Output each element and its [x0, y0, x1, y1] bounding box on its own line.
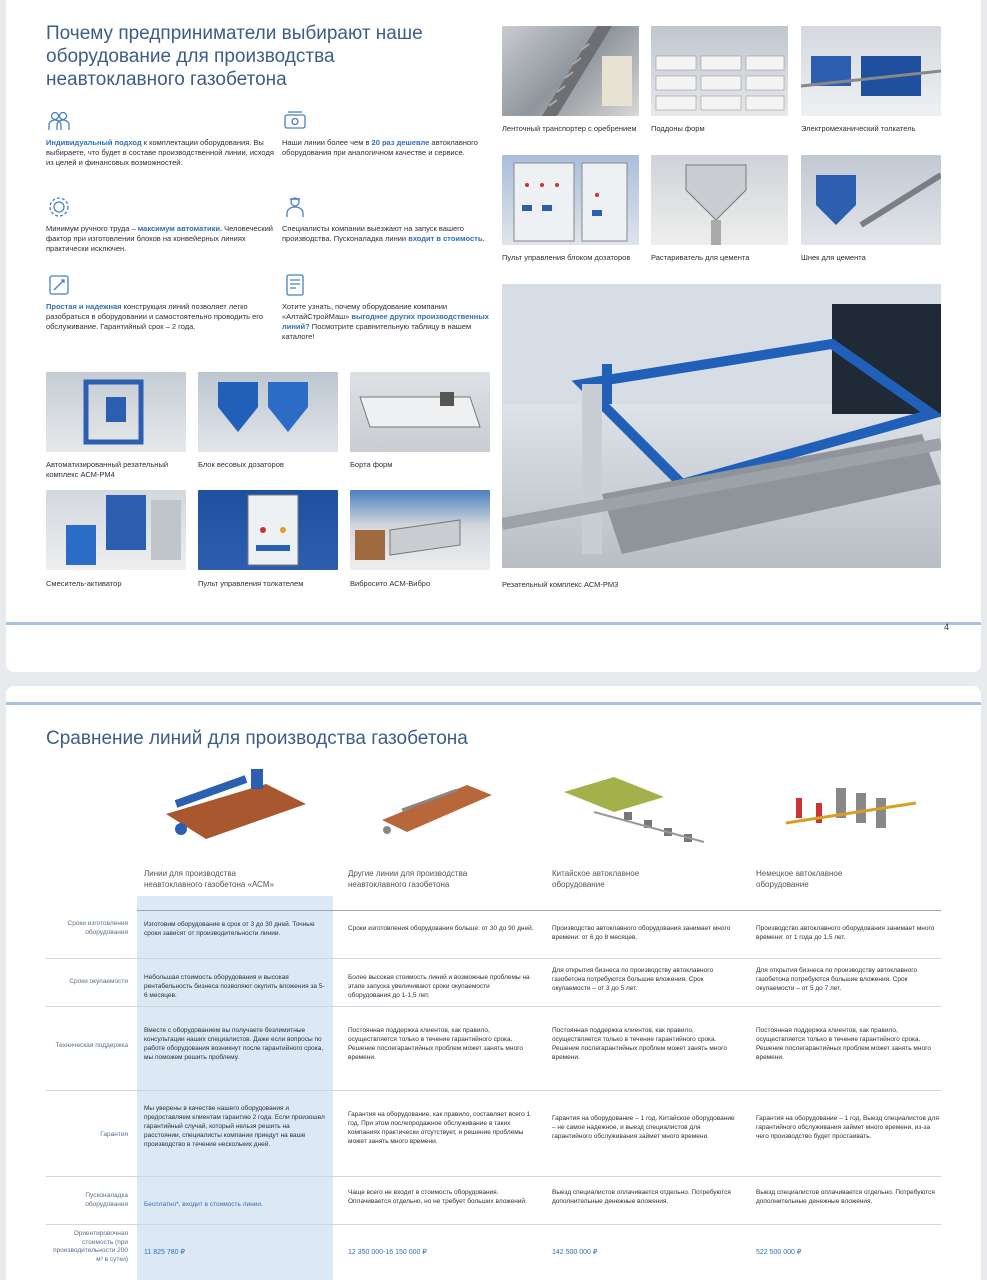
table-cell: Выезд специалистов оплачивается отдельно. Потребуются дополнительные денежные вложения.: [552, 1189, 731, 1205]
column-header-other: Другие линии для производства неавтоклавного газобетона: [348, 869, 468, 889]
photo-mixer-activator: [46, 490, 186, 570]
table-cell: Более высокая стоимость линий и возможные проблемы на этапе запуска увеличивают сроки окупаемости оборудования до 1-1,5 лет.: [348, 974, 530, 999]
specialist-icon: [282, 194, 308, 220]
row-divider: [46, 1090, 941, 1091]
feature-cheaper: Наши линии более чем в 20 раз дешевле автоклавного оборудования при аналогичном качестве и сервисе.: [282, 108, 492, 158]
photo-pusher-panel: [198, 490, 338, 570]
chinese-line-illustration: [554, 772, 724, 852]
footer-bar: [6, 622, 981, 625]
table-cell: Мы уверены в качестве нашего оборудования и предоставляем клиентам гарантию 2 года. Если произошел гарантийный случай, который нельзя решить на расстоянии, специалисты компании приедут на ваше производство в течение нескольких дней.: [144, 1105, 325, 1148]
table-cell: Изготовим оборудование в срок от 3 до 30 дней. Точные сроки зависят от производительности линии.: [144, 921, 315, 937]
photo-pusher: [801, 26, 941, 116]
row-label-cost: Ориентировочная стоимость (при производительности 200 м³ в сутки): [53, 1230, 128, 1263]
photo-dosing-panel: [502, 155, 639, 245]
photo-caption: Пульт управления толкателем: [198, 579, 304, 588]
row-label-warranty: Гарантия: [100, 1131, 128, 1138]
header-bar: [6, 702, 981, 705]
photo-caption: Пульт управления блоком дозаторов: [502, 253, 631, 262]
catalog-page-4: [6, 0, 981, 672]
feature-reliable: Простая и надежная конструкция линий позволяет легко разобраться в оборудовании и самостоятельно проводить его обслуживание. Гарантийный срок – 2 года.: [46, 272, 266, 332]
people-icon: [46, 108, 72, 134]
page-title: Почему предприниматели выбирают наше оборудование для производства неавтоклавного газобетона: [46, 23, 423, 90]
table-cell: Небольшая стоимость оборудования и высокая рентабельность бизнеса позволяют окупить вложения за 5-6 месяцев.: [144, 974, 325, 999]
table-cell: Вместе с оборудованием вы получаете безлимитные консультации наших специалистов. Даже если вопросы по работе оборудования возникнут после гарантийного срока, мы поможем решить проблему.: [144, 1027, 324, 1061]
table-cell: Постоянная поддержка клиентов, как правило, осуществляется только в течение гарантийного срока. Решение послегарантийных проблем может занять много времени.: [348, 1027, 523, 1061]
row-divider: [46, 1224, 941, 1225]
row-label-support: Техническая поддержка: [55, 1042, 128, 1049]
row-divider: [46, 1176, 941, 1177]
price-german: 522 500 000 ₽: [756, 1249, 802, 1256]
table-cell: Производство автоклавного оборудования занимает много времени: от 6 до 8 месяцев.: [552, 925, 731, 941]
asm-column-highlight: [137, 896, 333, 1280]
table-cell: Для открытия бизнеса по производству автоклавного газобетона потребуются большие вложения. Срок окупаемости – от 5 до 7 лет.: [756, 967, 918, 992]
header-divider: [137, 910, 941, 911]
photo-caption: Ленточный транспортер с оребрением: [502, 124, 637, 133]
photo-caption: Автоматизированный резательный комплекс АСМ-РМ4: [46, 460, 169, 479]
row-label-payback: Сроки окупаемости: [69, 978, 128, 985]
table-cell: Для открытия бизнеса по производству автоклавного газобетона потребуются большие вложения. Срок окупаемости – от 3 до 5 лет.: [552, 967, 714, 992]
table-cell: Бесплатно*, входит в стоимость линии.: [144, 1201, 263, 1208]
wrench-icon: [46, 272, 72, 298]
comparison-page: [6, 686, 981, 1280]
price-asm: 11 825 780 ₽: [144, 1249, 185, 1256]
page-number: 4: [943, 622, 949, 632]
row-label-commissioning: Пусконаладка оборудования: [85, 1192, 128, 1208]
photo-caption: Резательный комплекс АСМ-РМ3: [502, 580, 619, 589]
photo-caption: Растариватель для цемента: [651, 253, 750, 262]
feature-specialists: Специалисты компании выезжают на запуск вашего производства. Пусконаладка линии входит в стоимость.: [282, 194, 492, 244]
photo-caption: Вибросито АСМ-Вибро: [350, 579, 431, 588]
table-cell: Выезд специалистов оплачивается отдельно. Потребуются дополнительные денежные вложения.: [756, 1189, 935, 1205]
row-divider: [46, 1006, 941, 1007]
photo-cutting-complex-rm3: [502, 284, 941, 568]
german-line-illustration: [776, 768, 926, 852]
table-cell: Гарантия на оборудование, как правило, составляет всего 1 год. При этом послепродажное обслуживание в таких компаниях практически отсутствует, и решение проблемы может занять много времени.: [348, 1111, 531, 1145]
table-cell: Сроки изготовления оборудования больше: от 30 до 90 дней.: [348, 925, 534, 932]
asm-line-illustration: [156, 764, 316, 854]
column-header-asm: Линии для производства неавтоклавного газобетона «АСМ»: [144, 869, 274, 889]
money-icon: [282, 108, 308, 134]
catalog-icon: [282, 272, 308, 298]
photo-caption: Борта форм: [350, 460, 393, 469]
table-cell: Чаще всего не входит в стоимость оборудования. Оплачивается отдельно, но не требует больших вложений.: [348, 1189, 527, 1205]
feature-compare: Хотите узнать, почему оборудование компании «АлтайСтройМаш» выгоднее других производственных линий? Посмотрите сравнительную таблицу в нашем каталоге!: [282, 272, 497, 342]
photo-cement-unloader: [651, 155, 788, 245]
photo-caption: Блок весовых дозаторов: [198, 460, 284, 469]
gear-icon: [46, 194, 72, 220]
feature-individual: Индивидуальный подход к комплектации оборудования. Вы выбираете, что будет в составе производственной линии, исходя из целей и финансовых возможностей.: [46, 108, 276, 168]
photo-caption: Электромеханический толкатель: [801, 124, 916, 133]
photo-belt-conveyor: [502, 26, 639, 116]
column-header-german: Немецкое автоклавное оборудование: [756, 869, 843, 889]
photo-form-sides: [350, 372, 490, 452]
other-line-illustration: [372, 770, 502, 850]
table-cell: Постоянная поддержка клиентов, как правило, осуществляется только в течение гарантийного срока. Решение послегарантийных проблем может занять много времени.: [552, 1027, 727, 1061]
row-divider: [46, 958, 941, 959]
table-cell: Постоянная поддержка клиентов, как правило, осуществляется только в течение гарантийного срока. Решение послегарантийных проблем может занять много времени.: [756, 1027, 931, 1061]
photo-caption: Смеситель-активатор: [46, 579, 122, 588]
photo-cement-screw: [801, 155, 941, 245]
column-header-chinese: Китайское автоклавное оборудование: [552, 869, 640, 889]
photo-form-pallets: [651, 26, 788, 116]
photo-caption: Шнек для цемента: [801, 253, 866, 262]
photo-vibro-sieve: [350, 490, 490, 570]
photo-auto-cutting-rm4: [46, 372, 186, 452]
table-cell: Гарантия на оборудование – 1 год. Китайское оборудование – не самое надежное, и выезд специалистов для гарантийного обслуживания займет много времени.: [552, 1115, 735, 1140]
price-chinese: 142 500 000 ₽: [552, 1249, 598, 1256]
table-cell: Производство автоклавного оборудования занимает много времени: от 1 года до 1,5 лет.: [756, 925, 935, 941]
page-title: Сравнение линий для производства газобетона: [46, 728, 468, 749]
feature-automation: Минимум ручного труда – максимум автоматики. Человеческий фактор при изготовлении блоков на конвейерных линиях практически исключен.: [46, 194, 276, 254]
photo-caption: Поддоны форм: [651, 124, 705, 133]
table-cell: Гарантия на оборудование – 1 год. Выезд специалистов для гарантийного обслуживания займет много времени, из-за чего производство будет простаивать.: [756, 1115, 939, 1140]
photo-weight-dosers: [198, 372, 338, 452]
price-other: 12 350 000-16 150 000 ₽: [348, 1249, 427, 1256]
row-label-production-time: Сроки изготовления оборудования: [67, 920, 128, 936]
